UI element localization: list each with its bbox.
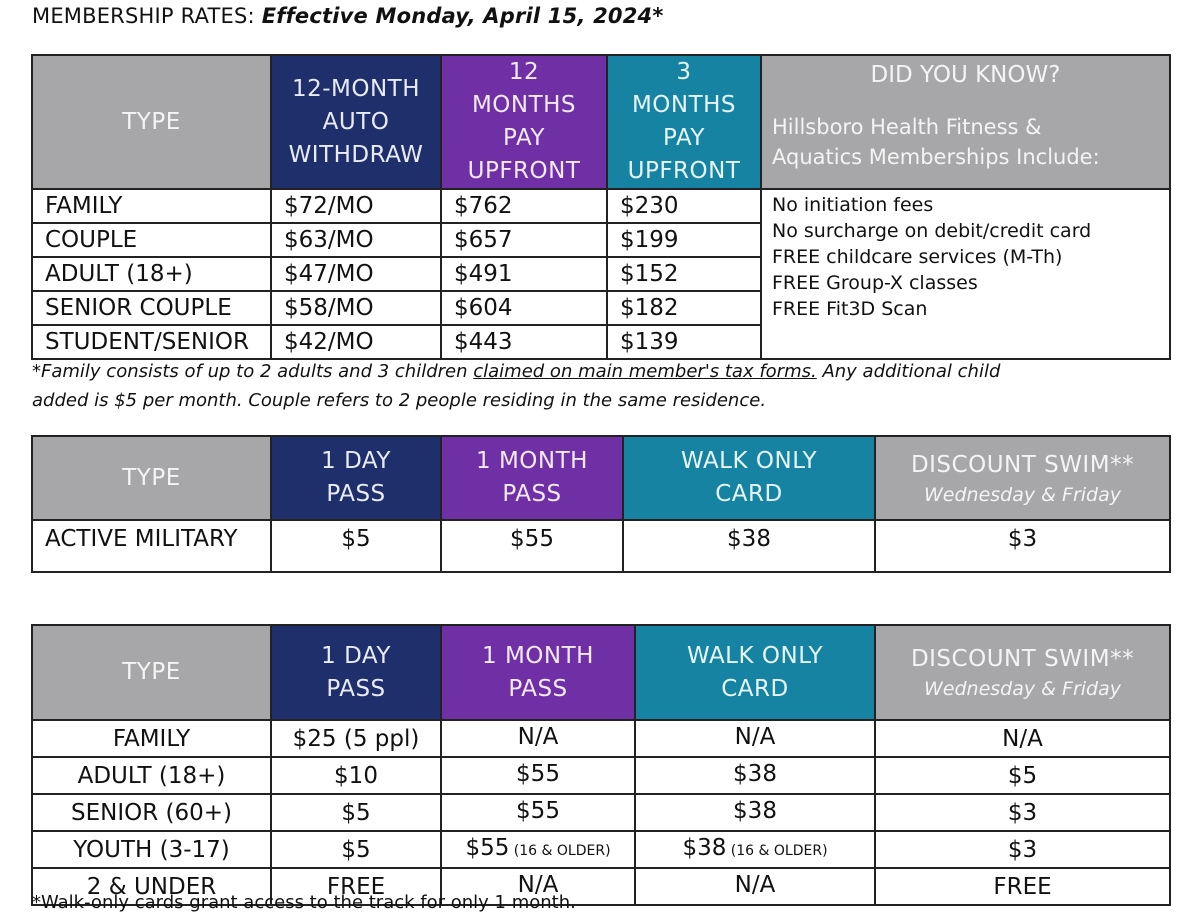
walk-only-header: WALK ONLY CARD [635,625,875,720]
walk-only-price: $38 [635,757,875,794]
day-pass-price: $5 [271,794,441,831]
auto-withdraw-price: $63/MO [271,223,441,257]
heading-prefix: MEMBERSHIP RATES: [32,4,262,28]
age-note: (16 & OLDER) [509,843,611,859]
twelve-month-price: $657 [441,223,607,257]
three-month-price: $182 [607,291,761,325]
age-note: (16 & OLDER) [726,843,828,859]
day-pass-price: $5 [271,831,441,868]
month-pass-header: 1 MONTH PASS [441,436,623,520]
did-you-know-title: DID YOU KNOW? [870,62,1061,88]
discount-swim-price: $3 [875,794,1170,831]
auto-withdraw-price: $72/MO [271,189,441,223]
benefit-item: FREE childcare services (M-Th) [772,246,1063,268]
membership-type-cell: STUDENT/SENIOR [32,325,271,359]
three-month-price: $199 [607,223,761,257]
walk-only-price: $38 [635,794,875,831]
military-type-header: TYPE [32,436,271,520]
month-pass-header: 1 MONTH PASS [441,625,635,720]
twelve-month-price: $443 [441,325,607,359]
discount-swim-price: $3 [875,831,1170,868]
discount-swim-price: $5 [875,757,1170,794]
military-rates-table [31,435,1171,573]
day-pass-price: $10 [271,757,441,794]
three-month-upfront-header: 3 MONTHS PAY UPFRONT [607,55,761,189]
discount-swim-header: DISCOUNT SWIM** Wednesday & Friday [875,436,1170,520]
month-pass-price: N/A [441,868,635,905]
military-type-cell: ACTIVE MILITARY [32,520,271,572]
membership-type-cell: COUPLE [32,223,271,257]
effective-date: Effective Monday, April 15, 2024* [261,4,664,28]
pass-type-cell: SENIOR (60+) [32,794,271,831]
membership-type-cell: ADULT (18+) [32,257,271,291]
membership-type-header: TYPE [32,55,271,189]
discount-swim-price: FREE [875,868,1170,905]
swim-days: Wednesday & Friday [924,678,1121,700]
walk-only-price: $38 (16 & OLDER) [635,831,875,868]
pass-type-cell: 2 & UNDER [32,868,271,905]
discount-swim-header: DISCOUNT SWIM** Wednesday & Friday [875,625,1170,720]
discount-swim-price: $3 [875,520,1170,572]
benefit-item: FREE Fit3D Scan [772,298,928,320]
auto-withdraw-price: $47/MO [271,257,441,291]
month-pass-price: $55 [441,757,635,794]
walk-only-price: N/A [635,868,875,905]
page-heading [32,4,664,28]
did-you-know-header [761,55,1170,189]
month-pass-price: $55 [441,520,623,572]
membership-type-cell: FAMILY [32,189,271,223]
pass-type-header: TYPE [32,625,271,720]
auto-withdraw-price: $42/MO [271,325,441,359]
swim-days: Wednesday & Friday [924,483,1121,506]
twelve-month-price: $604 [441,291,607,325]
auto-withdraw-header: 12-MONTH AUTO WITHDRAW [271,55,441,189]
day-pass-header: 1 DAY PASS [271,625,441,720]
walk-only-footnote: *Walk-only cards grant access to the track for only 1 month. [32,892,576,913]
walk-only-header: WALK ONLY CARD [623,436,875,520]
did-you-know-intro: Hillsboro Health Fitness & Aquatics Memberships Include: [772,115,1100,169]
pass-rates-table [31,624,1171,906]
three-month-price: $230 [607,189,761,223]
membership-rates-table [31,54,1171,360]
pass-type-cell: FAMILY [32,720,271,757]
walk-only-price: N/A [635,720,875,757]
three-month-price: $152 [607,257,761,291]
day-pass-price: FREE [271,868,441,905]
membership-type-cell: SENIOR COUPLE [32,291,271,325]
benefit-item: No initiation fees [772,194,934,216]
day-pass-header: 1 DAY PASS [271,436,441,520]
day-pass-price: $25 (5 ppl) [271,720,441,757]
walk-only-price: $38 [623,520,875,572]
month-pass-price: $55 (16 & OLDER) [441,831,635,868]
benefit-item: FREE Group-X classes [772,272,978,294]
day-pass-price: $5 [271,520,441,572]
membership-benefits-list [761,189,1170,359]
pass-type-cell: ADULT (18+) [32,757,271,794]
auto-withdraw-price: $58/MO [271,291,441,325]
twelve-month-price: $762 [441,189,607,223]
three-month-price: $139 [607,325,761,359]
twelve-month-price: $491 [441,257,607,291]
month-pass-price: $55 [441,794,635,831]
tax-forms-note: claimed on main member's tax forms. [473,361,817,382]
twelve-month-upfront-header: 12 MONTHS PAY UPFRONT [441,55,607,189]
month-pass-price: N/A [441,720,635,757]
membership-footnote: *Family consists of up to 2 adults and 3 children claimed on main member's tax forms. Any additional child added is $5 per month. Couple refers to 2 people residing in the same residence. [32,361,1001,411]
discount-swim-price: N/A [875,720,1170,757]
benefit-item: No surcharge on debit/credit card [772,220,1092,242]
pass-type-cell: YOUTH (3-17) [32,831,271,868]
